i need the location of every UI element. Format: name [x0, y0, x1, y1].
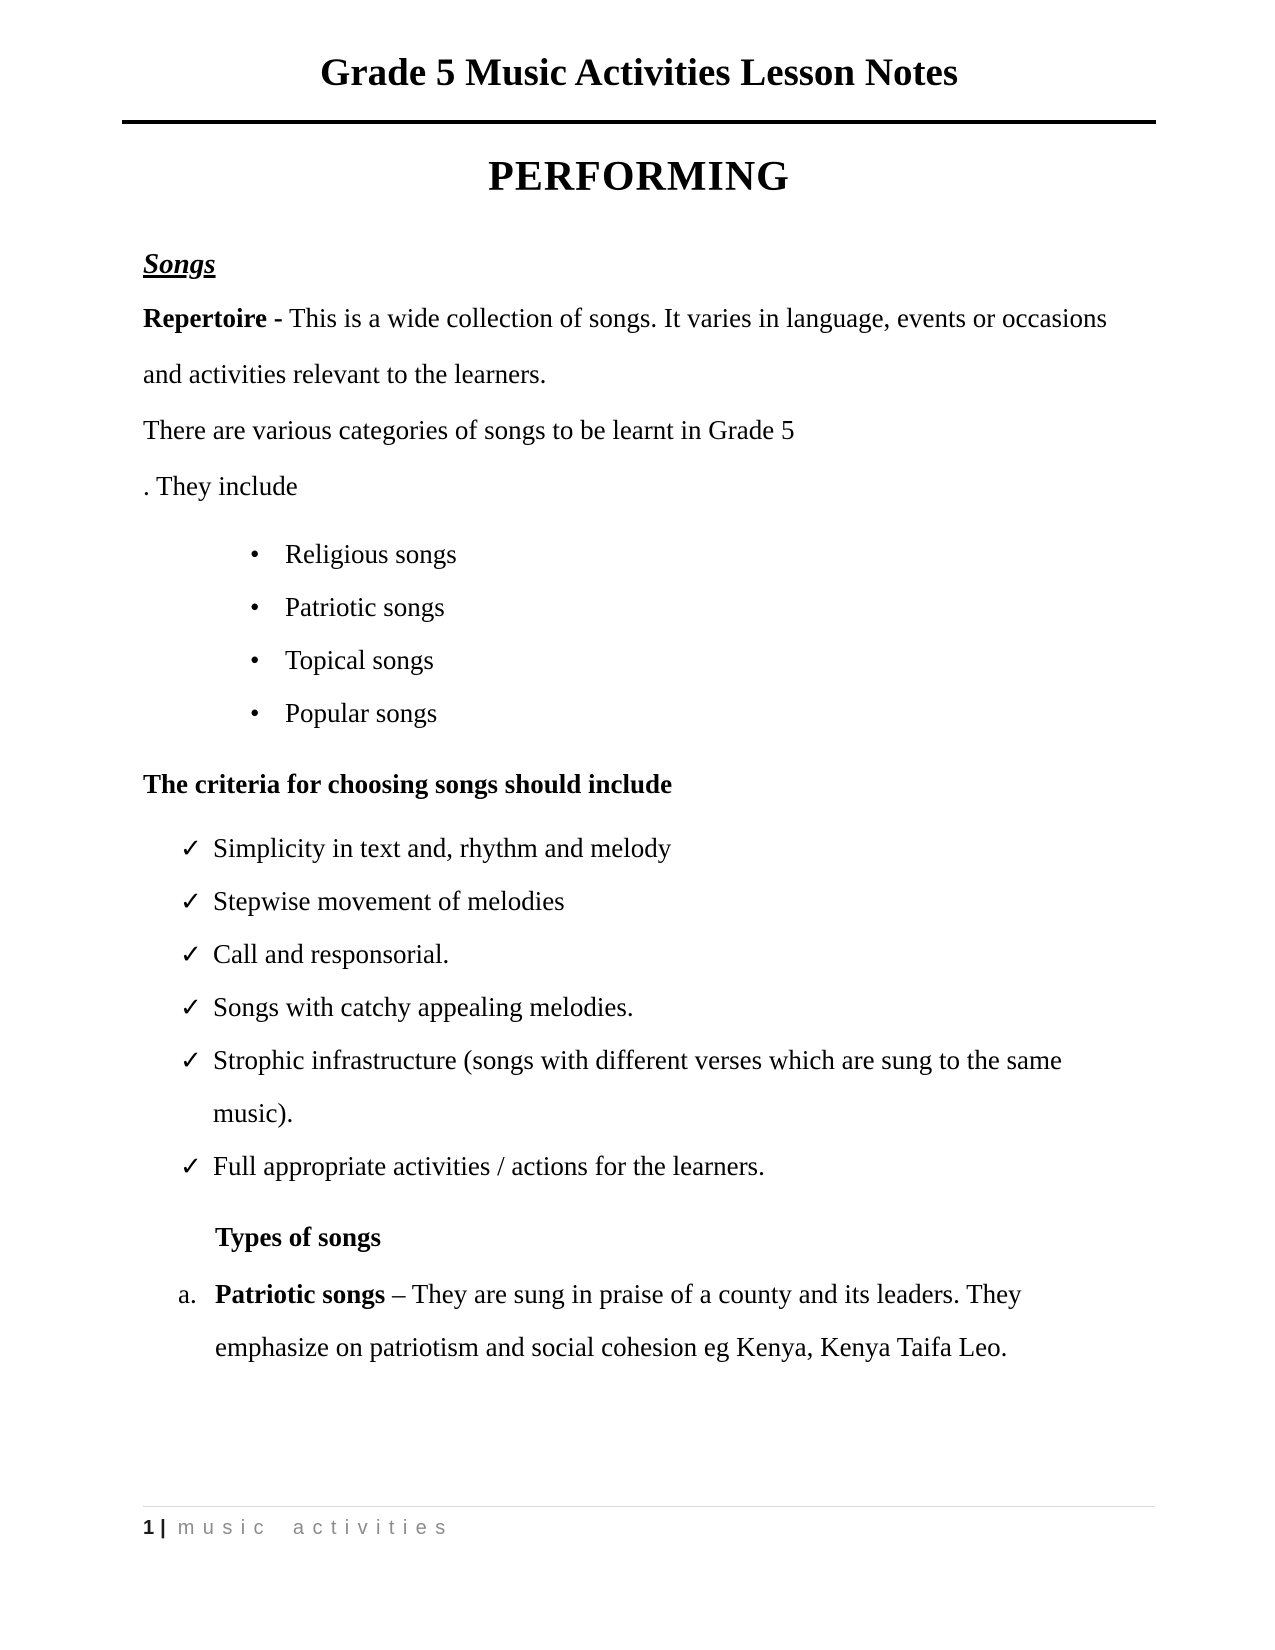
list-item-text	[215, 1268, 1135, 1374]
list-item-label: Topical songs	[285, 645, 434, 675]
repertoire-text: This is a wide collection of songs. It varies in language, events or occasions and activities relevant to the learners.	[143, 303, 1107, 389]
song-categories-list	[143, 528, 1135, 740]
criteria-list	[143, 822, 1135, 1193]
list-item	[143, 687, 1135, 740]
page-content	[143, 0, 1135, 1374]
list-item	[143, 1268, 1135, 1374]
list-item	[143, 928, 1135, 981]
type-item-lead: Patriotic songs	[215, 1279, 386, 1309]
list-item-label: Call and responsorial.	[213, 939, 450, 969]
checkmark-icon: ✓	[180, 940, 202, 969]
checkmark-icon: ✓	[180, 993, 202, 1022]
checkmark-icon: ✓	[180, 1046, 202, 1075]
checkmark-icon: ✓	[180, 1152, 202, 1181]
list-item	[143, 528, 1135, 581]
page-footer	[143, 1506, 1155, 1540]
bullet-icon: •	[250, 539, 260, 569]
repertoire-paragraph	[143, 290, 1135, 402]
checkmark-icon: ✓	[180, 887, 202, 916]
list-item-label: Songs with catchy appealing melodies.	[213, 992, 634, 1022]
songs-heading: Songs	[143, 248, 216, 280]
list-item-label: Patriotic songs	[285, 592, 445, 622]
list-item-label: Religious songs	[285, 539, 457, 569]
bullet-icon: •	[250, 698, 260, 728]
list-item	[143, 822, 1135, 875]
list-item-label: Strophic infrastructure (songs with different verses which are sung to the same music).	[213, 1045, 1063, 1128]
list-item-label: Simplicity in text and, rhythm and melody	[213, 833, 672, 863]
list-item-label: Full appropriate activities / actions for the learners.	[213, 1151, 765, 1181]
list-item-label: Stepwise movement of melodies	[213, 886, 565, 916]
footer-label: music activities	[177, 1517, 454, 1539]
list-item	[143, 981, 1135, 1034]
songs-heading-row	[143, 202, 1135, 282]
doc-title: Grade 5 Music Activities Lesson Notes	[122, 50, 1156, 124]
list-item	[143, 1034, 1135, 1140]
categories-intro-paragraph: There are various categories of songs to be learnt in Grade 5	[143, 415, 795, 445]
bullet-icon: •	[250, 592, 260, 622]
types-list	[143, 1268, 1135, 1374]
they-include-paragraph: . They include	[143, 471, 298, 501]
repertoire-lead: Repertoire -	[143, 303, 283, 333]
list-item	[143, 634, 1135, 687]
list-item	[143, 875, 1135, 928]
footer-separator: |	[160, 1517, 166, 1539]
type-item-body: – They are sung in praise of a county and its leaders. They emphasize on patriotism and social cohesion eg Kenya, Kenya Taifa Leo.	[215, 1279, 1022, 1362]
checkmark-icon: ✓	[180, 834, 202, 863]
types-heading: Types of songs	[215, 1222, 382, 1252]
page-number: 1	[143, 1517, 155, 1539]
criteria-heading: The criteria for choosing songs should include	[143, 769, 673, 799]
list-item-marker: a.	[178, 1279, 197, 1309]
list-item	[143, 1140, 1135, 1193]
list-item-label: Popular songs	[285, 698, 438, 728]
section-title: PERFORMING	[488, 154, 790, 200]
bullet-icon: •	[250, 645, 260, 675]
list-item	[143, 581, 1135, 634]
